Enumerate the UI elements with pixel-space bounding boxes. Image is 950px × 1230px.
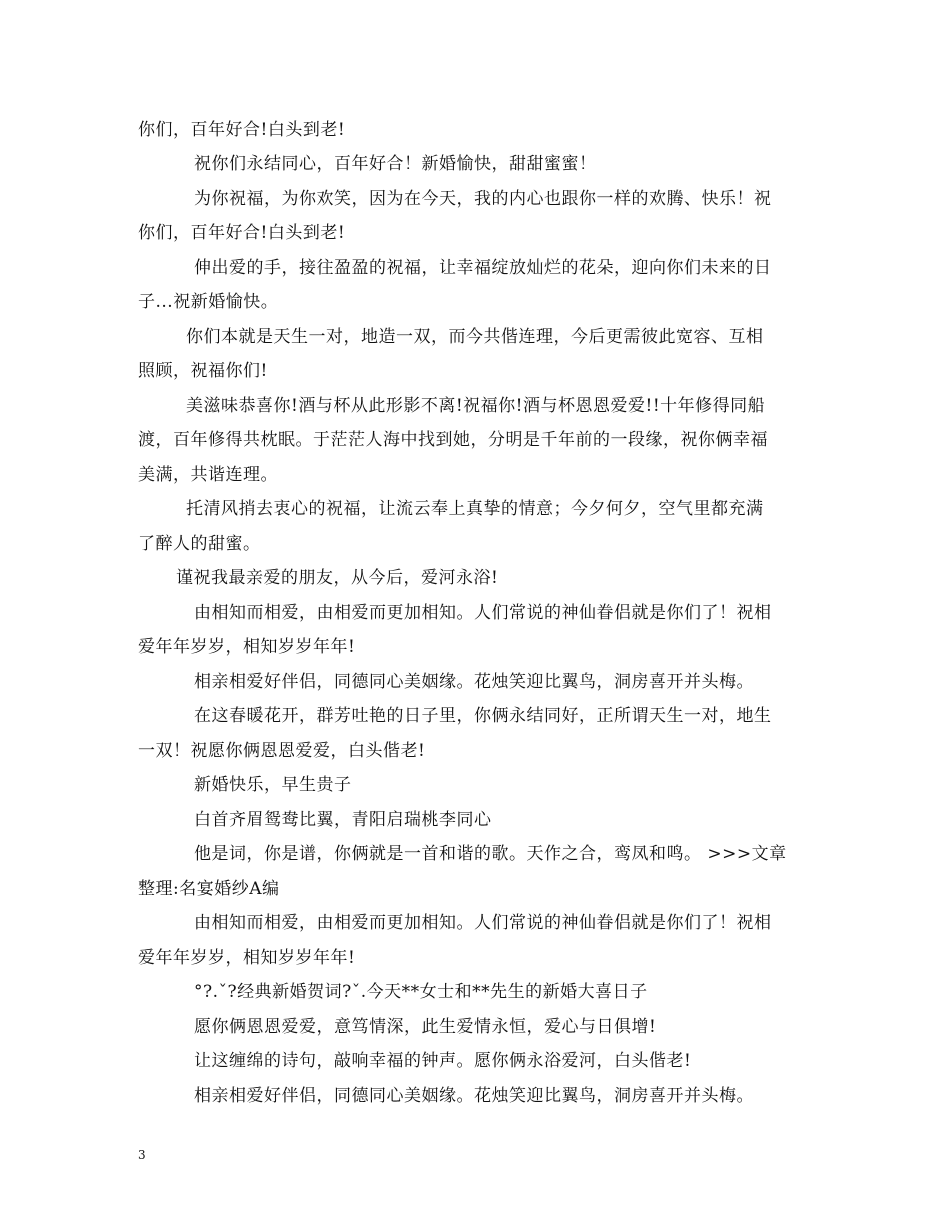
text-line-6: 子...祝新婚愉快。: [138, 292, 279, 312]
text-line-28: 让这缠绵的诗句，敲响幸福的钟声。愿你俩永浴爱河，白头偕老!: [194, 1051, 692, 1071]
page-number: 3: [138, 1148, 146, 1162]
text-line-2: 祝你们永结同心，百年好合！新婚愉快，甜甜蜜蜜！: [194, 154, 597, 174]
text-line-18: 在这春暖花开，群芳吐艳的日子里，你俩永结同好，正所谓天生一对，地生: [194, 706, 772, 726]
text-line-13: 了醉人的甜蜜。: [138, 534, 261, 554]
text-line-1: 你们，百年好合!白头到老!: [138, 120, 346, 140]
text-line-24: 由相知而相爱，由相爱而更加相知。人们常说的神仙眷侣就是你们了！祝相: [194, 913, 772, 933]
text-line-20: 新婚快乐，早生贵子: [194, 775, 352, 795]
text-line-26: °?.ˇ?经典新婚贺词?ˇ.今天**女士和**先生的新婚大喜日子: [194, 982, 648, 1002]
text-line-9: 美滋味恭喜你!酒与杯从此形影不离!祝福你!酒与杯恩恩爱爱!!十年修得同船: [186, 396, 766, 416]
text-line-21: 白首齐眉鸳鸯比翼，青阳启瑞桃李同心: [194, 810, 492, 830]
text-line-19: 一双！祝愿你俩恩恩爱爱，白头偕老!: [138, 741, 426, 761]
text-line-11: 美满，共谐连理。: [138, 465, 278, 485]
text-line-29: 相亲相爱好伴侣，同德同心美姻缘。花烛笑迎比翼鸟，洞房喜开并头梅。: [194, 1086, 754, 1106]
text-line-3: 为你祝福，为你欢笑，因为在今天，我的内心也跟你一样的欢腾、快乐！祝: [194, 189, 772, 209]
text-line-25: 爱年年岁岁，相知岁岁年年!: [138, 948, 356, 968]
text-line-22: 他是词，你是谱，你俩就是一首和谐的歌。天作之合，鸾凤和鸣。 >>>文章: [194, 844, 787, 864]
text-line-27: 愿你俩恩恩爱爱，意笃情深，此生爱情永恒，爱心与日俱增!: [194, 1017, 657, 1037]
text-line-15: 由相知而相爱，由相爱而更加相知。人们常说的神仙眷侣就是你们了！祝相: [194, 603, 772, 623]
text-line-23: 整理:名宴婚纱A编: [138, 879, 280, 899]
text-line-7: 你们本就是天生一对，地造一双，而今共偕连理，今后更需彼此宽容、互相: [186, 327, 764, 347]
text-line-17: 相亲相爱好伴侣，同德同心美姻缘。花烛笑迎比翼鸟，洞房喜开并头梅。: [194, 672, 754, 692]
text-line-14: 谨祝我最亲爱的朋友，从今后，爱河永浴!: [176, 568, 499, 588]
text-line-16: 爱年年岁岁，相知岁岁年年!: [138, 637, 356, 657]
text-line-8: 照顾，祝福你们!: [138, 361, 268, 381]
text-line-5: 伸出爱的手，接往盈盈的祝福，让幸福绽放灿烂的花朵，迎向你们未来的日: [194, 258, 772, 278]
text-line-12: 托清风捎去衷心的祝福，让流云奉上真挚的情意；今夕何夕，空气里都充满: [186, 499, 764, 519]
text-line-4: 你们，百年好合!白头到老!: [138, 223, 346, 243]
text-line-10: 渡，百年修得共枕眠。于茫茫人海中找到她，分明是千年前的一段缘，祝你俩幸福: [138, 430, 768, 450]
